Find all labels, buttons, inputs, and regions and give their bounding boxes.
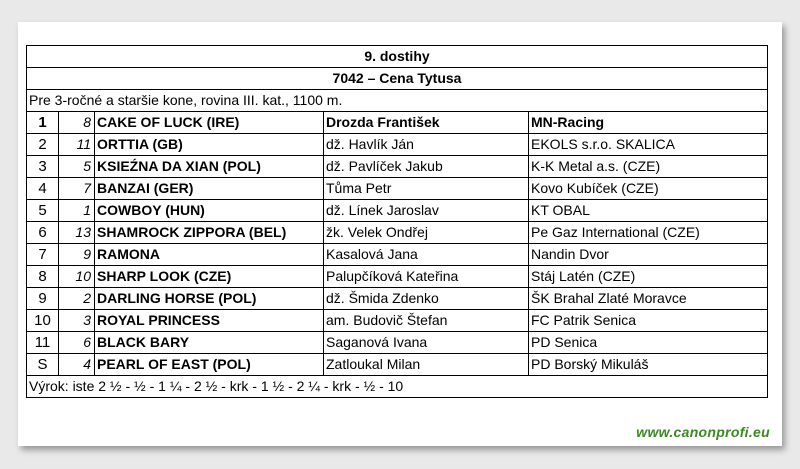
horse-name: KSIEŹNA DA XIAN (POL) <box>95 156 324 178</box>
finish-position: S <box>27 354 59 376</box>
margins-row <box>27 376 768 398</box>
finish-position: 10 <box>27 310 59 332</box>
owner-name: PD Senica <box>529 332 768 354</box>
jockey-name: Palupčíková Kateřina <box>324 266 529 288</box>
jockey-name: Tůma Petr <box>324 178 529 200</box>
finish-position: 8 <box>27 266 59 288</box>
result-row <box>27 310 768 332</box>
finish-position: 9 <box>27 288 59 310</box>
start-number: 7 <box>59 178 95 200</box>
jockey-name: Drozda František <box>324 112 529 134</box>
owner-name: Kovo Kubíček (CZE) <box>529 178 768 200</box>
start-number: 13 <box>59 222 95 244</box>
start-number: 10 <box>59 266 95 288</box>
result-row <box>27 244 768 266</box>
result-row <box>27 222 768 244</box>
horse-name: ROYAL PRINCESS <box>95 310 324 332</box>
watermark: www.canonprofi.eu <box>636 424 770 440</box>
jockey-name: Kasalová Jana <box>324 244 529 266</box>
jockey-name: dž. Havlík Ján <box>324 134 529 156</box>
finish-position: 4 <box>27 178 59 200</box>
owner-name: Nandin Dvor <box>529 244 768 266</box>
jockey-name: žk. Velek Ondřej <box>324 222 529 244</box>
owner-name: K-K Metal a.s. (CZE) <box>529 156 768 178</box>
owner-name: PD Borský Mikuláš <box>529 354 768 376</box>
start-number: 5 <box>59 156 95 178</box>
finish-position: 1 <box>27 112 59 134</box>
owner-name: Stáj Latén (CZE) <box>529 266 768 288</box>
horse-name: COWBOY (HUN) <box>95 200 324 222</box>
finish-position: 6 <box>27 222 59 244</box>
start-number: 1 <box>59 200 95 222</box>
start-number: 9 <box>59 244 95 266</box>
race-title: 7042 – Cena Tytusa <box>27 68 768 90</box>
finish-margins: Výrok: iste 2 ½ - ½ - 1 ¼ - 2 ½ - krk - 1 ½ - 2 ¼ - krk - ½ - 10 <box>27 376 768 398</box>
horse-name: BLACK BARY <box>95 332 324 354</box>
start-number: 4 <box>59 354 95 376</box>
result-row <box>27 288 768 310</box>
race-number: 9. dostihy <box>27 46 768 68</box>
horse-name: SHARP LOOK (CZE) <box>95 266 324 288</box>
owner-name: FC Patrik Senica <box>529 310 768 332</box>
owner-name: Pe Gaz International (CZE) <box>529 222 768 244</box>
owner-name: MN-Racing <box>529 112 768 134</box>
race-title-row <box>27 68 768 90</box>
result-row <box>27 156 768 178</box>
horse-name: BANZAI (GER) <box>95 178 324 200</box>
finish-position: 11 <box>27 332 59 354</box>
result-row <box>27 200 768 222</box>
jockey-name: am. Budovič Štefan <box>324 310 529 332</box>
horse-name: CAKE OF LUCK (IRE) <box>95 112 324 134</box>
results-sheet <box>18 22 782 446</box>
result-row <box>27 112 768 134</box>
result-row <box>27 332 768 354</box>
start-number: 11 <box>59 134 95 156</box>
owner-name: KT OBAL <box>529 200 768 222</box>
finish-position: 2 <box>27 134 59 156</box>
horse-name: SHAMROCK ZIPPORA (BEL) <box>95 222 324 244</box>
result-row <box>27 134 768 156</box>
finish-position: 7 <box>27 244 59 266</box>
race-conditions: Pre 3-ročné a staršie kone, rovina III. kat., 1100 m. <box>27 90 768 112</box>
start-number: 2 <box>59 288 95 310</box>
horse-name: RAMONA <box>95 244 324 266</box>
results-table <box>26 45 768 398</box>
start-number: 6 <box>59 332 95 354</box>
race-number-row <box>27 46 768 68</box>
start-number: 8 <box>59 112 95 134</box>
start-number: 3 <box>59 310 95 332</box>
result-row <box>27 354 768 376</box>
race-conditions-row <box>27 90 768 112</box>
owner-name: ŠK Brahal Zlaté Moravce <box>529 288 768 310</box>
owner-name: EKOLS s.r.o. SKALICA <box>529 134 768 156</box>
horse-name: ORTTIA (GB) <box>95 134 324 156</box>
finish-position: 3 <box>27 156 59 178</box>
jockey-name: Saganová Ivana <box>324 332 529 354</box>
finish-position: 5 <box>27 200 59 222</box>
horse-name: DARLING HORSE (POL) <box>95 288 324 310</box>
jockey-name: Zatloukal Milan <box>324 354 529 376</box>
result-row <box>27 178 768 200</box>
horse-name: PEARL OF EAST (POL) <box>95 354 324 376</box>
jockey-name: dž. Šmida Zdenko <box>324 288 529 310</box>
jockey-name: dž. Línek Jaroslav <box>324 200 529 222</box>
result-row <box>27 266 768 288</box>
jockey-name: dž. Pavlíček Jakub <box>324 156 529 178</box>
